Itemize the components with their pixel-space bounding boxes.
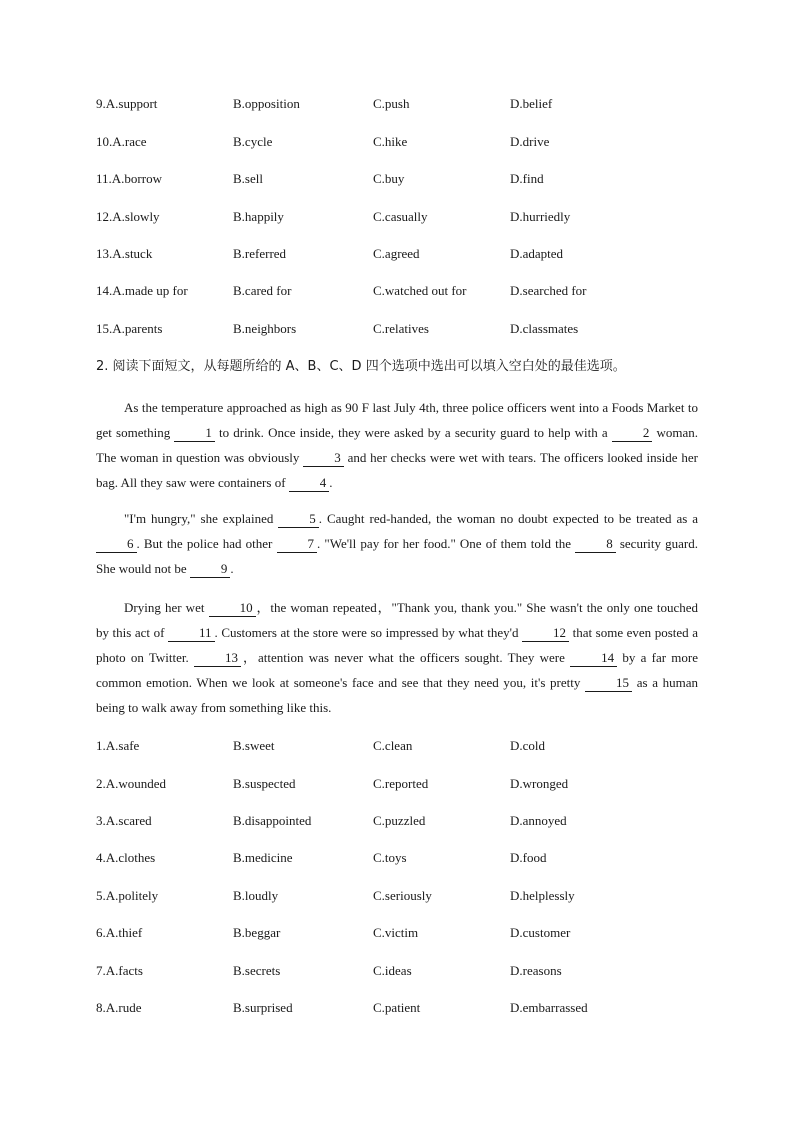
option-d: D.wronged bbox=[510, 776, 569, 791]
option-b: B.referred bbox=[233, 246, 287, 261]
option-b: B.sell bbox=[233, 171, 263, 186]
blank-8: 8 bbox=[575, 536, 616, 553]
option-a: 14.A.made up for bbox=[96, 283, 188, 298]
blank-2: 2 bbox=[612, 425, 653, 442]
option-d: D.hurriedly bbox=[510, 209, 571, 224]
option-a: 5.A.politely bbox=[96, 888, 159, 903]
option-b: B.surprised bbox=[233, 1000, 293, 1015]
option-b: B.disappointed bbox=[233, 813, 312, 828]
option-d: D.embarrassed bbox=[510, 1000, 588, 1015]
option-b: B.cycle bbox=[233, 134, 273, 149]
blank-1: 1 bbox=[174, 425, 215, 442]
option-row-2 bbox=[0, 774, 794, 794]
option-b: B.loudly bbox=[233, 888, 279, 903]
option-a: 11.A.borrow bbox=[96, 171, 162, 186]
option-d: D.cold bbox=[510, 738, 546, 753]
option-a: 6.A.thief bbox=[96, 925, 143, 940]
passage-paragraph-3: Drying her wet 10 ，the woman repeated，"Thank you, thank you." She wasn't the only one touched by this act of 11 . Customers at the store were so impressed by what they'd 12 that some even posted a photo on Twitter. 13 ，attention was never what the officers sought. They were 14 by a far more common emotion. When we look at someone's face and see that they need you, it's pretty 15 as a human being to walk away from something like this. bbox=[96, 600, 699, 715]
blank-4: 4 bbox=[289, 475, 330, 492]
option-c: C.relatives bbox=[373, 321, 429, 336]
option-c: C.victim bbox=[373, 925, 419, 940]
option-b: B.beggar bbox=[233, 925, 281, 940]
blank-11: 11 bbox=[168, 625, 215, 642]
option-c: C.watched out for bbox=[373, 283, 467, 298]
option-b: B.sweet bbox=[233, 738, 275, 753]
option-b: B.opposition bbox=[233, 96, 300, 111]
option-a: 12.A.slowly bbox=[96, 209, 160, 224]
option-row-10 bbox=[0, 132, 794, 152]
option-a: 3.A.scared bbox=[96, 813, 152, 828]
option-row-8 bbox=[0, 998, 794, 1018]
option-c: C.patient bbox=[373, 1000, 421, 1015]
option-c: C.hike bbox=[373, 134, 408, 149]
option-row-4 bbox=[0, 848, 794, 868]
option-a: 8.A.rude bbox=[96, 1000, 142, 1015]
passage-paragraph-2: "I'm hungry," she explained 5 . Caught red-handed, the woman no doubt expected to be treated as a 6 . But the police had other 7 . "We'll pay for her food." One of them told the 8 security guard. She would not be 9 . bbox=[96, 511, 698, 576]
blank-3: 3 bbox=[303, 450, 344, 467]
option-c: C.ideas bbox=[373, 963, 412, 978]
option-b: B.cared for bbox=[233, 283, 292, 298]
option-d: D.searched for bbox=[510, 283, 587, 298]
option-b: B.secrets bbox=[233, 963, 281, 978]
option-b: B.suspected bbox=[233, 776, 296, 791]
option-b: B.happily bbox=[233, 209, 284, 224]
option-row-7 bbox=[0, 961, 794, 981]
option-a: 2.A.wounded bbox=[96, 776, 167, 791]
option-c: C.toys bbox=[373, 850, 407, 865]
option-row-5 bbox=[0, 886, 794, 906]
option-d: D.customer bbox=[510, 925, 571, 940]
option-c: C.clean bbox=[373, 738, 413, 753]
option-c: C.puzzled bbox=[373, 813, 426, 828]
option-a: 15.A.parents bbox=[96, 321, 163, 336]
option-row-9 bbox=[0, 94, 794, 114]
option-a: 4.A.clothes bbox=[96, 850, 156, 865]
blank-5: 5 bbox=[278, 511, 319, 528]
passage-paragraph-1: As the temperature approached as high as 90 F last July 4th, three police officers went into a Foods Market to get something 1 to drink. Once inside, they were asked by a security guard to help with a 2 woman. The woman in question was obviously 3 and her checks were wet with tears. The officers looked inside her bag. All they saw were containers of 4 . bbox=[96, 400, 698, 490]
option-d: D.adapted bbox=[510, 246, 564, 261]
option-row-3 bbox=[0, 811, 794, 831]
option-a: 7.A.facts bbox=[96, 963, 143, 978]
option-d: D.helplessly bbox=[510, 888, 575, 903]
blank-10: 10 bbox=[209, 600, 256, 617]
option-d: D.annoyed bbox=[510, 813, 567, 828]
option-d: D.belief bbox=[510, 96, 553, 111]
option-d: D.drive bbox=[510, 134, 550, 149]
option-a: 10.A.race bbox=[96, 134, 147, 149]
option-d: D.classmates bbox=[510, 321, 579, 336]
option-row-15 bbox=[0, 319, 794, 339]
blank-7: 7 bbox=[277, 536, 318, 553]
option-d: D.find bbox=[510, 171, 544, 186]
option-a: 13.A.stuck bbox=[96, 246, 153, 261]
option-d: D.reasons bbox=[510, 963, 562, 978]
option-b: B.neighbors bbox=[233, 321, 297, 336]
blank-6: 6 bbox=[96, 536, 137, 553]
option-row-6 bbox=[0, 923, 794, 943]
option-row-1 bbox=[0, 736, 794, 756]
blank-13: 13 bbox=[194, 650, 241, 667]
blank-12: 12 bbox=[522, 625, 569, 642]
option-a: 1.A.safe bbox=[96, 738, 140, 753]
option-row-13 bbox=[0, 244, 794, 264]
option-c: C.push bbox=[373, 96, 410, 111]
option-c: C.buy bbox=[373, 171, 405, 186]
option-c: C.agreed bbox=[373, 246, 420, 261]
option-c: C.seriously bbox=[373, 888, 432, 903]
option-b: B.medicine bbox=[233, 850, 293, 865]
option-a: 9.A.support bbox=[96, 96, 158, 111]
blank-9: 9 bbox=[190, 561, 231, 578]
blank-14: 14 bbox=[570, 650, 617, 667]
option-row-12 bbox=[0, 207, 794, 227]
option-d: D.food bbox=[510, 850, 547, 865]
option-c: C.casually bbox=[373, 209, 428, 224]
option-row-11 bbox=[0, 169, 794, 189]
option-c: C.reported bbox=[373, 776, 429, 791]
option-row-14 bbox=[0, 281, 794, 301]
blank-15: 15 bbox=[585, 675, 632, 692]
section-heading: 2. 阅读下面短文，从每题所给的 A、B、C、D 四个选项中选出可以填入空白处的最佳选项。 bbox=[96, 359, 626, 374]
